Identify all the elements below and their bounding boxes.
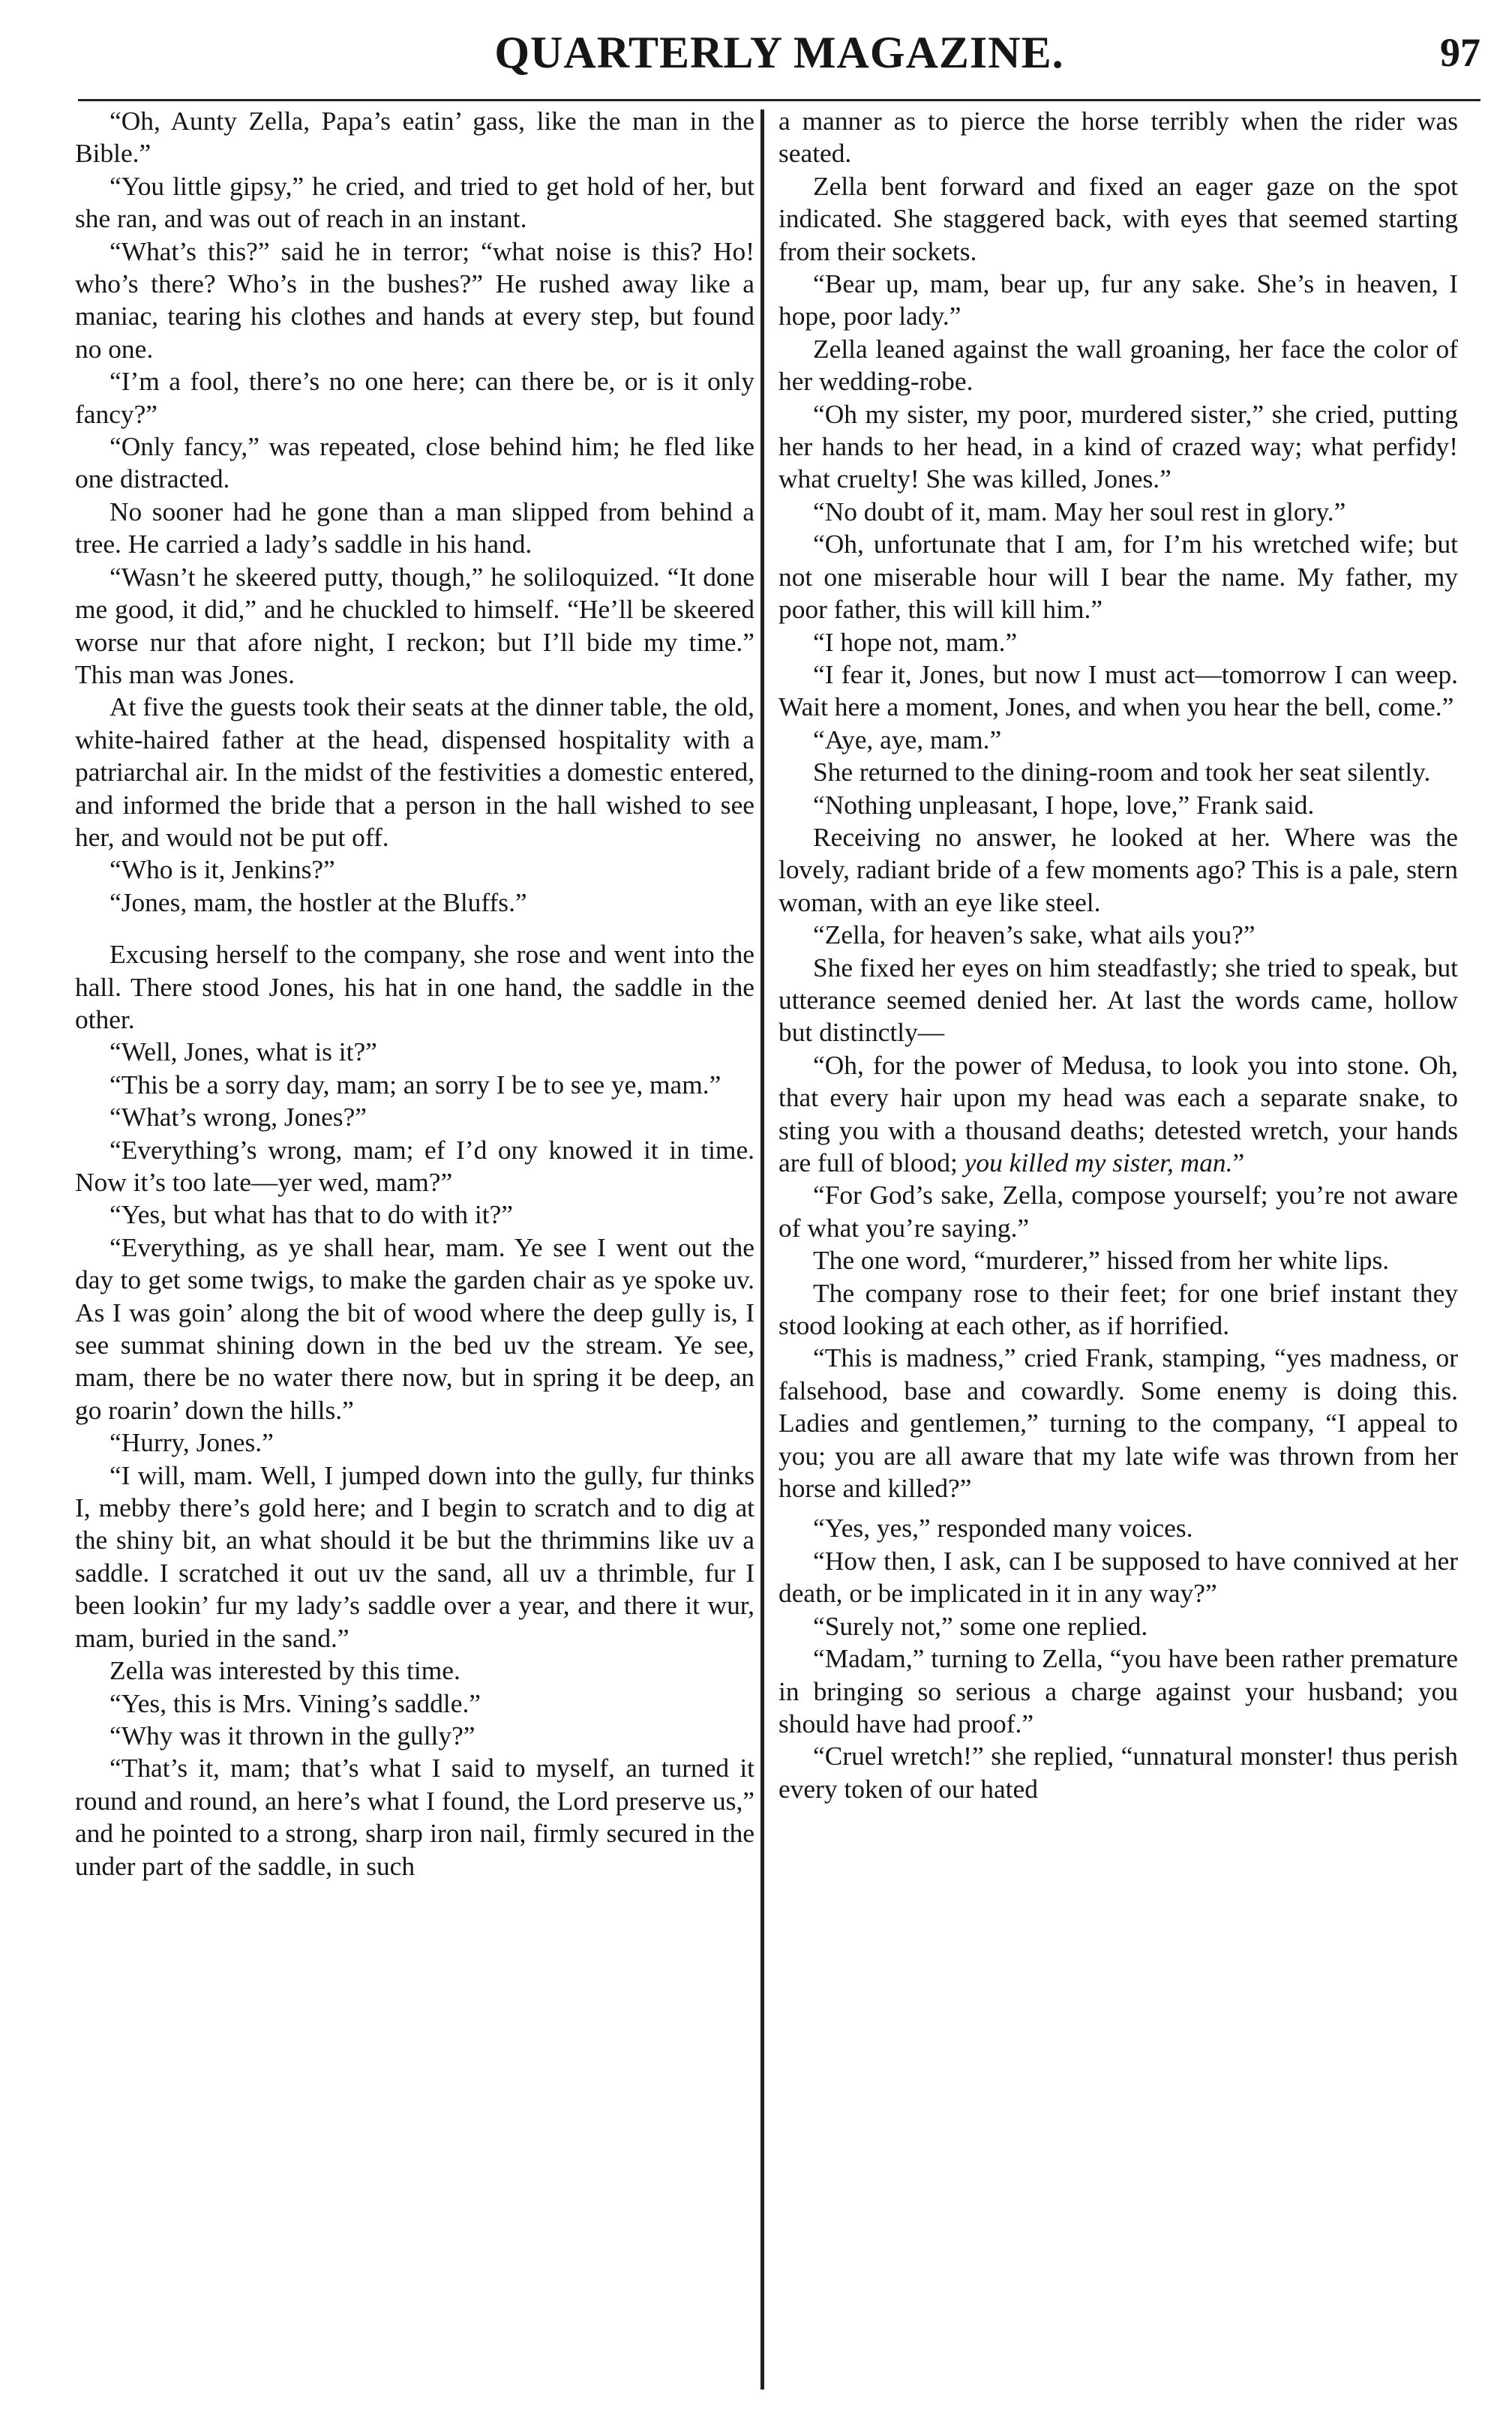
- paragraph: “I will, mam. Well, I jumped down into the gully, fur thinks I, mebby there’s gold here; and I begin to scratch and to dig at the shiny bit, an what should it be but the thrimmins like uv a saddle. I scratched it out uv the sand, all uv a thrimble, fur I been lookin’ fur my lady’s saddle over a year, and there it wur, mam, buried in the sand.”: [75, 1460, 754, 1653]
- paragraph: The one word, “murderer,” hissed from her white lips.: [813, 1245, 1390, 1276]
- italic-emphasis: you killed my sister, man.: [964, 1148, 1233, 1178]
- paragraph: “Yes, but what has that to do with it?”: [110, 1199, 514, 1230]
- paragraph: “For God’s sake, Zella, compose yourself; you’re not aware of what you’re saying.”: [778, 1180, 1458, 1243]
- paragraph: Zella bent forward and fixed an eager gaze on the spot indicated. She staggered back, with eyes that seemed starting from their sockets.: [778, 170, 1458, 266]
- paragraph: “Yes, this is Mrs. Vining’s saddle.”: [110, 1688, 482, 1718]
- paragraph: “Zella, for heaven’s sake, what ails you?”: [813, 920, 1256, 950]
- paragraph: “Cruel wretch!” she replied, “unnatural monster! thus perish every token of our hated: [778, 1741, 1458, 1804]
- paragraph: “Surely not,” some one replied.: [813, 1610, 1148, 1641]
- paragraph: At five the guests took their seats at the dinner table, the old, white-haired father at the head, dispensed hospitality with a patriarchal air. In the midst of the festivities a domestic entered, and informed the bride that a person in the hall wished to see her, and would not be put off.: [75, 692, 754, 852]
- paragraph: “I’m a fool, there’s no one here; can there be, or is it only fancy?”: [75, 366, 754, 429]
- column-divider: [760, 110, 764, 2390]
- paragraph: “Oh, Aunty Zella, Papa’s eatin’ gass, like the man in the Bible.”: [75, 106, 754, 169]
- paragraph: “This is madness,” cried Frank, stamping, “yes madness, or falsehood, base and cowardly. Some enemy is doing this. Ladies and gentlemen,” turning to the company, “I appeal to you; you are all aware that my late wife was thrown from her horse and killed?”: [778, 1342, 1458, 1504]
- paragraph: “That’s it, mam; that’s what I said to myself, an turned it round and round, an here’s what I found, the Lord preserve us,” and he pointed to a strong, sharp iron nail, firmly secured in the under part of the saddle, in such: [75, 1753, 754, 1881]
- paragraph: “Wasn’t he skeered putty, though,” he soliloquized. “It done me good, it did,” and he chuckled to himself. “He’ll be skeered worse nur that afore night, I reckon; but I’ll bide my time.” This man was Jones.: [75, 561, 754, 689]
- paragraph: Zella was interested by this time.: [110, 1655, 460, 1686]
- paragraph: “This be a sorry day, mam; an sorry I be to see ye, mam.”: [110, 1069, 722, 1100]
- medusa-paragraph: [778, 1049, 1458, 1180]
- paragraph: Receiving no answer, he looked at her. Where was the lovely, radiant bride of a few moments ago? This is a pale, stern woman, with an eye like steel.: [778, 821, 1458, 917]
- paragraph: Zella leaned against the wall groaning, her face the color of her wedding-robe.: [778, 333, 1458, 397]
- paragraph: “I hope not, mam.”: [813, 626, 1018, 657]
- paragraph: “No doubt of it, mam. May her soul rest in glory.”: [813, 496, 1346, 526]
- paragraph: “What’s this?” said he in terror; “what noise is this? Ho! who’s there? Who’s in the bushes?” He rushed away like a maniac, tearing his clothes and hands at every step, but found no one.: [75, 236, 754, 364]
- paragraph: She returned to the dining-room and took her seat silently.: [813, 757, 1431, 788]
- paragraph: “Oh, unfortunate that I am, for I’m his wretched wife; but not one miserable hour will I bear the name. My father, my poor father, this will kill him.”: [778, 529, 1458, 625]
- paragraph: “Why was it thrown in the gully?”: [110, 1720, 476, 1750]
- paragraph: “Everything’s wrong, mam; ef I’d ony knowed it in time. Now it’s too late—yer wed, mam?”: [75, 1134, 754, 1197]
- page-number: 97: [1440, 30, 1480, 75]
- paragraph: “What’s wrong, Jones?”: [110, 1102, 367, 1132]
- paragraph: Excusing herself to the company, she rose and went into the hall. There stood Jones, his hat in one hand, the saddle in the other.: [75, 939, 754, 1034]
- paragraph: “Only fancy,” was repeated, close behind him; he fled like one distracted.: [75, 431, 754, 494]
- paragraph: “How then, I ask, can I be supposed to have connived at her death, or be implicated in it in any way?”: [778, 1545, 1458, 1609]
- page-header: [78, 24, 1480, 108]
- paragraph: No sooner had he gone than a man slipped from behind a tree. He carried a lady’s saddle in his hand.: [75, 496, 754, 560]
- header-rule: [78, 99, 1480, 101]
- paragraph: She fixed her eyes on him steadfastly; she tried to speak, but utterance seemed denied her. At last the words came, hollow but distinctly—: [778, 952, 1458, 1048]
- paragraph: “Hurry, Jones.”: [110, 1427, 274, 1458]
- paragraph: “Who is it, Jenkins?”: [110, 854, 335, 885]
- paragraph: “I fear it, Jones, but now I must act—tomorrow I can weep. Wait here a moment, Jones, and when you hear the bell, come.”: [778, 658, 1458, 722]
- paragraph-text: “Oh, for the power of Medusa, to look you into stone. Oh, that every hair upon my head was each a separate snake, to sting you with a thousand deaths; detested wretch, your hands are full of blood;: [778, 1049, 1458, 1178]
- paragraph: “Bear up, mam, bear up, fur any sake. She’s in heaven, I hope, poor lady.”: [778, 268, 1458, 332]
- paragraph: “Well, Jones, what is it?”: [110, 1036, 377, 1067]
- paragraph: a manner as to pierce the horse terribly when the rider was seated.: [778, 106, 1458, 169]
- paragraph: “You little gipsy,” he cried, and tried to get hold of her, but she ran, and was out of reach in an instant.: [75, 170, 754, 234]
- paragraph: “Nothing unpleasant, I hope, love,” Frank said.: [813, 789, 1315, 820]
- right-column: [778, 105, 1458, 1805]
- paragraph: The company rose to their feet; for one brief instant they stood looking at each other, as if horrified.: [778, 1277, 1458, 1341]
- paragraph: “Jones, mam, the hostler at the Bluffs.”: [110, 886, 527, 917]
- paragraph: “Aye, aye, mam.”: [813, 724, 1002, 754]
- left-column: [75, 105, 754, 1882]
- paragraph: “Yes, yes,” responded many voices.: [813, 1513, 1193, 1544]
- running-title: QUARTERLY MAGAZINE.: [494, 28, 1064, 77]
- paragraph: “Oh my sister, my poor, murdered sister,” she cried, putting her hands to her head, in a kind of crazed way; what perfidy! what cruelty! She was killed, Jones.”: [778, 398, 1458, 494]
- closing-quote: ”: [1232, 1148, 1245, 1178]
- paragraph: “Everything, as ye shall hear, mam. Ye see I went out the day to get some twigs, to make the garden chair as ye spoke uv. As I was goin’ along the bit of wood where the deep gully is, I see summat shining down in the bed uv the stream. Ye see, mam, there be no water there now, but in spring it be deep, an go roarin’ down the hills.”: [75, 1232, 754, 1425]
- paragraph: “Madam,” turning to Zella, “you have been rather premature in bringing so serious a charge against your husband; you should have had proof.”: [778, 1643, 1458, 1738]
